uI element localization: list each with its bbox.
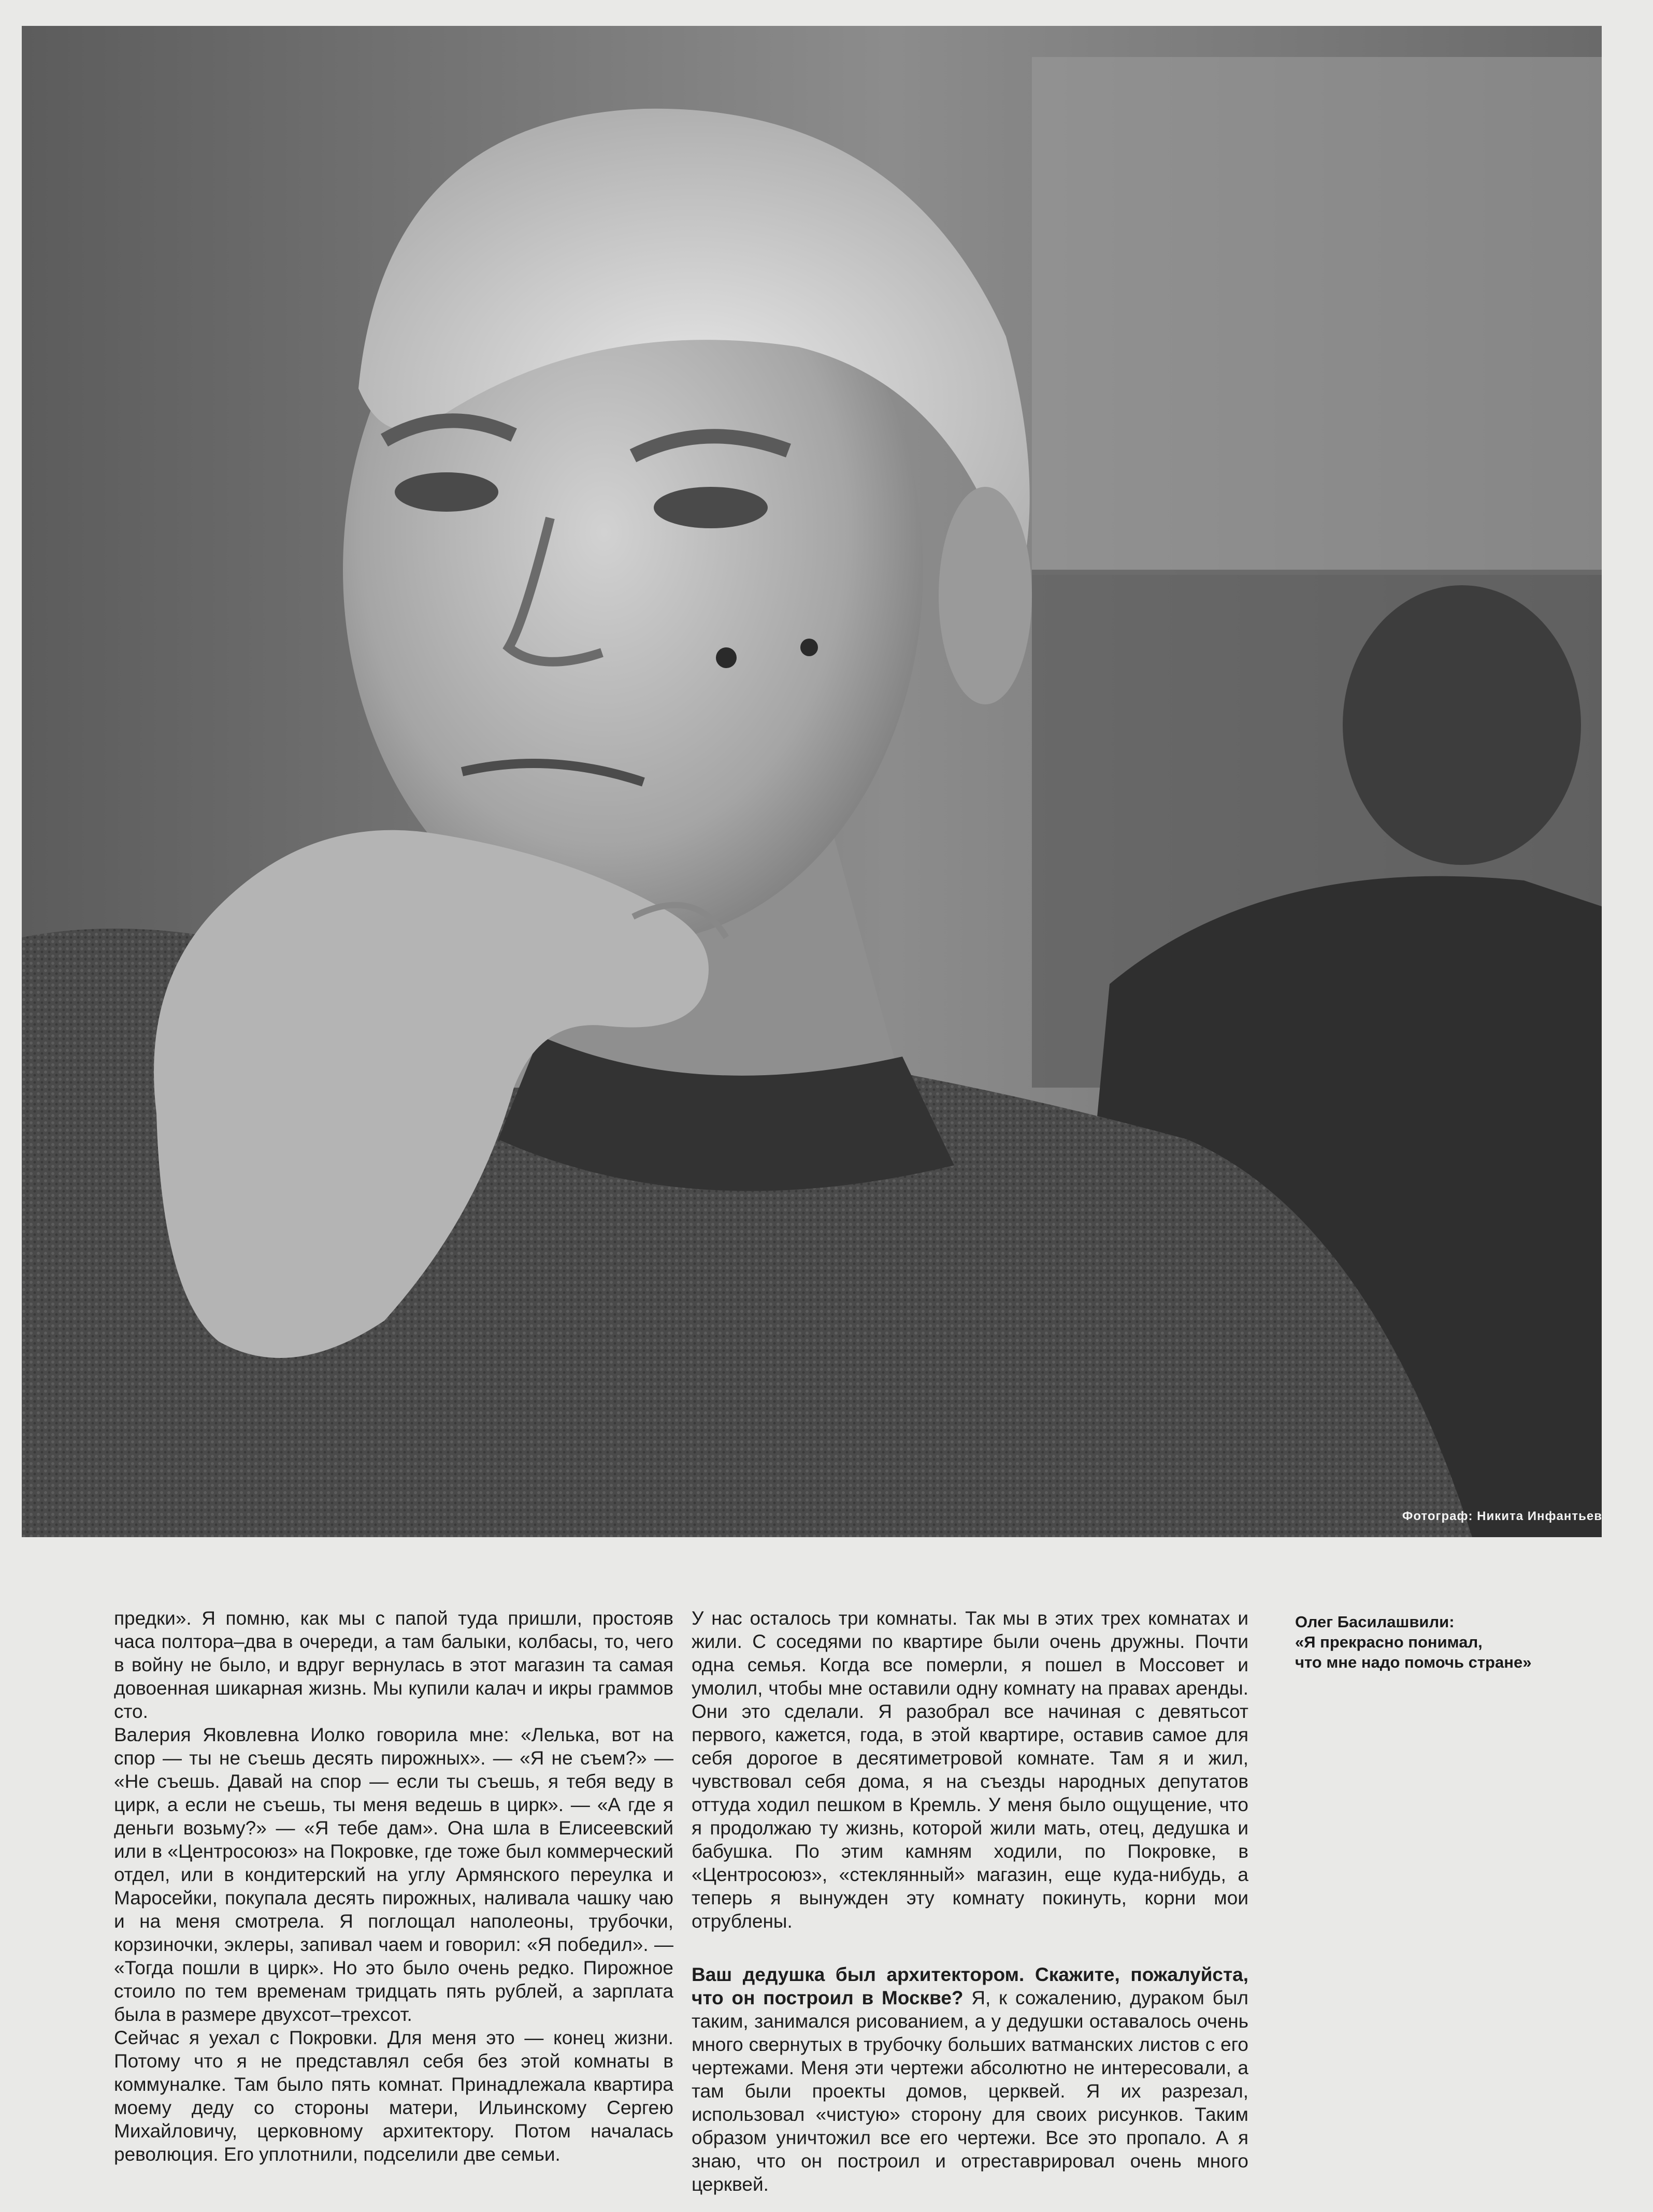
article-paragraph: Валерия Яковлевна Иолко говорила мне: «Лелька, вот на спор — ты не съешь десять пирожных». — «Я не съем?» — «Не съешь. Давай на спор — если ты съешь, я тебя веду в цирк, а если не съешь, ты меня ведешь в цирк». — «А где я деньги возьму?» — «Я тебе дам». Она шла в Елисеевский или в «Центросоюз» на Покровке, где тоже был коммерческий отдел, или в кондитерский на углу Армянского переулка и Маросейки, покупала десять пирожных, наливала чашку чаю и на меня смотрела. Я поглощал наполеоны, трубочки, корзиночки, эклеры, запивал чаем и говорил: «Я победил». — «Тогда пошли в цирк». Но это было очень редко. Пирожное стоило по тем временам тридцать пять рублей, а зарплата была в размере двухсот–трехсот. <box>114 1724 673 2025</box>
article-column-2 <box>692 1607 1248 2196</box>
reverse-page-bleed-right <box>1264 1906 1627 2196</box>
interview-qa <box>692 1963 1248 2196</box>
reverse-page-bleed-left <box>0 1559 104 2025</box>
article-paragraph: предки». Я помню, как мы с папой туда пришли, простояв часа полтора–два в очереди, а там балыки, колбасы, то, чего в войну не было, и вдруг вернулась в этот магазин та самая довоенная шикарная жизнь. Мы купили калач и икры граммов сто. <box>114 1608 673 1722</box>
caption-line: что мне надо помочь стране» <box>1295 1653 1532 1671</box>
pull-quote-caption <box>1295 1612 1585 1672</box>
portrait-illustration <box>22 26 1602 1537</box>
caption-line: Олег Басилашвили: <box>1295 1613 1455 1631</box>
interview-question: Ваш дедушка был архитектором. Скажите, пожалуйста, что он построил в Москве? <box>692 1964 1248 2008</box>
article-paragraph: Сейчас я уехал с Покровки. Для меня это — конец жизни. Потому что я не представлял себя без этой комнаты в коммуналке. Там было пять комнат. Принадлежала квартира моему деду со стороны матери, Ильинскому Сергею Михайловичу, церковному архитектору. Потом началась революция. Его уплотнили, подселили две семьи. <box>114 2027 673 2165</box>
portrait-photo <box>22 26 1602 1537</box>
article-column-1 <box>114 1607 673 2166</box>
photo-credit: Фотограф: Никита Инфантьев <box>1402 1509 1602 1523</box>
caption-line: «Я прекрасно понимал, <box>1295 1633 1483 1651</box>
interview-answer: Я, к сожалению, дураком был таким, занимался рисованием, а у дедушки оставалось очень много свернутых в трубочку больших ватманских листов с его чертежами. Меня эти чертежи абсолютно не интересовали, а там были проекты домов, церквей. Я их разрезал, использовал «чистую» сторону для своих рисунков. Таким образом уничтожил все его чертежи. Все это пропало. А я знаю, что он построил и отреставрировал очень много церквей. <box>692 1987 1249 2195</box>
article-paragraph: У нас осталось три комнаты. Так мы в этих трех комнатах и жили. С соседями по квартире были очень дружны. Почти одна семья. Когда все померли, я пошел в Моссовет и умолил, чтобы мне оставили одну комнату на правах аренды. Они это сделали. Я разобрал все начиная с девятьсот первого, кажется, года, в этой квартире, оставив самое для себя дорогое в десятиметровой комнате. Там я и жил, чувствовал себя дома, я на съезды народных депутатов оттуда ходил пешком в Кремль. У меня было ощущение, что я продолжаю ту жизнь, которой жили мать, отец, дедушка и бабушка. По этим камням ходили, по Покровке, в «Центросоюз», «стеклянный» магазин, еще куда-нибудь, а теперь я вынужден эту комнату покинуть, корни мои отрублены. <box>692 1608 1248 1932</box>
